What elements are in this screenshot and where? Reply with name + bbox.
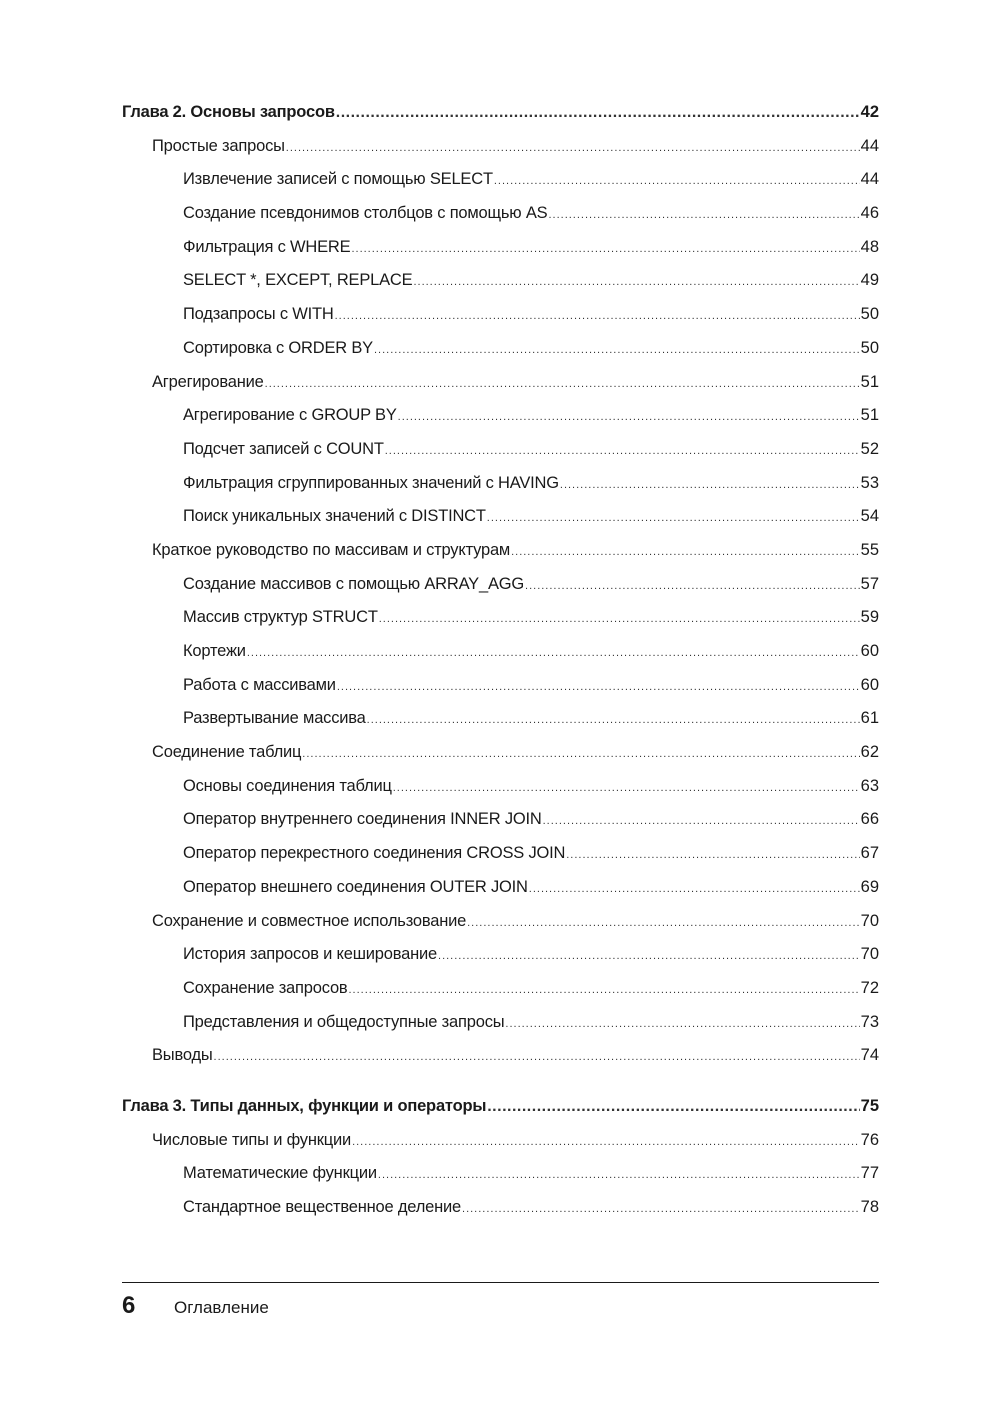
dot-leader [525,570,860,604]
toc-entry-page: 50 [860,338,879,357]
toc-entry-title: Агрегирование [152,372,264,391]
toc-entry-title: Выводы [152,1046,213,1065]
dot-leader [529,873,860,907]
toc-subsection-entry[interactable] [122,433,879,467]
chapter-spacer [122,1073,879,1090]
toc-entry-page: 78 [860,1198,879,1216]
toc-entry-page: 50 [860,305,879,324]
dot-leader [548,199,859,233]
toc-section-entry[interactable] [122,905,879,939]
toc-entry-title: Простые запросы [152,136,285,155]
toc-subsection-entry[interactable] [122,770,879,804]
toc-entry-title: Фильтрация сгруппированных значений с HAVING [183,473,559,492]
toc-entry-page: 63 [860,776,879,795]
toc-entry-title: Подзапросы с WITH [183,305,334,324]
toc-entry-page: 44 [860,136,879,155]
toc-entry-page: 73 [860,1012,879,1031]
toc-entry-page: 60 [860,675,879,694]
toc-entry-title: Оператор перекрестного соединения CROSS JOIN [183,844,566,863]
toc-entry-page: 77 [860,1164,879,1183]
toc-subsection-entry[interactable] [122,298,879,332]
toc-entry-title: Математические функции [183,1164,377,1183]
toc-subsection-entry[interactable] [122,1006,879,1040]
toc-entry-page: 54 [860,507,879,526]
toc-entry-title: Сохранение и совместное использование [152,911,467,930]
dot-leader [511,536,860,570]
toc-entry-page: 62 [860,743,879,762]
dot-leader [467,907,860,941]
toc-entry-title: Поиск уникальных значений с DISTINCT [183,507,486,526]
toc-section-entry[interactable] [122,130,879,164]
dot-leader [378,1159,860,1193]
toc-subsection-entry[interactable] [122,264,879,298]
dot-leader [286,132,860,166]
toc-subsection-entry[interactable] [122,837,879,871]
toc-chapter-3-entries [122,1124,879,1225]
dot-leader [487,1090,859,1124]
toc-subsection-entry[interactable] [122,1157,879,1191]
dot-leader [349,974,860,1008]
dot-leader [351,233,859,267]
toc-entry-title: Сортировка с ORDER BY [183,338,373,357]
dot-leader [566,839,859,873]
toc-entry-title: Развертывание массива [183,709,366,728]
dot-leader [336,96,860,130]
dot-leader [398,401,860,435]
toc-entry-page: 42 [860,103,879,121]
toc-entry-page: 75 [860,1096,879,1115]
dot-leader [413,266,859,300]
toc-entry-title: Глава 3. Типы данных, функции и операторы [122,1096,487,1115]
toc-entry-title: Сохранение запросов [183,978,348,997]
toc-section-entry[interactable] [122,736,879,770]
toc-entry-title: История запросов и кеширование [183,945,438,964]
dot-leader [337,671,860,705]
toc-entry-title: Краткое руководство по массивам и структурам [152,540,511,559]
dot-leader [374,334,860,368]
dot-leader [385,435,860,469]
dot-leader [247,637,860,671]
toc-entry-page: 57 [860,574,879,593]
toc-chapter-heading[interactable] [122,96,879,130]
toc-entry-title: SELECT *, EXCEPT, REPLACE [183,271,413,290]
toc-entry-title: Глава 2. Основы запросов [122,103,335,121]
dot-leader [393,772,860,806]
toc-section-entry[interactable] [122,366,879,400]
toc-entry-title: Оператор внешнего соединения OUTER JOIN [183,877,528,896]
toc-entry-page: 69 [860,877,879,896]
toc-entry-page: 53 [860,473,879,492]
toc-subsection-entry[interactable] [122,803,879,837]
dot-leader [438,940,860,974]
toc-entry-title: Фильтрация с WHERE [183,237,351,256]
toc-entry-title: Оператор внутреннего соединения INNER JOIN [183,810,542,829]
toc-entry-title: Основы соединения таблиц [183,776,392,795]
toc-subsection-entry[interactable] [122,669,879,703]
dot-leader [462,1193,860,1227]
toc-subsection-entry[interactable] [122,601,879,635]
toc-subsection-entry[interactable] [122,500,879,534]
toc-entry-title: Кортежи [183,642,246,660]
dot-leader [487,502,860,536]
toc-entry-page: 44 [860,170,879,189]
toc-entry-title: Создание псевдонимов столбцов с помощью AS [183,204,548,223]
page-number: 6 [122,1292,136,1319]
dot-leader [505,1008,859,1042]
toc-entry-title: Соединение таблиц [152,743,302,762]
dot-leader [560,469,860,503]
running-title: Оглавление [174,1298,269,1317]
toc-subsection-entry[interactable] [122,1191,879,1225]
toc-subsection-entry[interactable] [122,467,879,501]
toc-subsection-entry[interactable] [122,231,879,265]
toc-subsection-entry[interactable] [122,568,879,602]
toc-entry-page: 51 [860,372,879,391]
toc-entry-page: 70 [860,945,879,964]
toc-section-entry[interactable] [122,1124,879,1158]
toc-subsection-entry[interactable] [122,972,879,1006]
toc-entry-page: 51 [860,406,879,425]
toc-entry-page: 74 [860,1046,879,1065]
toc-entry-page: 67 [860,844,879,863]
toc-entry-page: 60 [860,642,879,660]
table-of-contents [122,96,879,1225]
toc-entry-page: 59 [860,608,879,627]
dot-leader [543,805,860,839]
toc-subsection-entry[interactable] [122,399,879,433]
toc-subsection-entry[interactable] [122,332,879,366]
dot-leader [335,300,860,334]
toc-subsection-entry[interactable] [122,702,879,736]
toc-entry-title: Стандартное вещественное деление [183,1198,462,1216]
toc-entry-page: 70 [860,911,879,930]
toc-entry-title: Создание массивов с помощью ARRAY_AGG [183,574,525,593]
toc-entry-page: 49 [860,271,879,290]
footer-divider [122,1282,879,1283]
toc-entry-title: Представления и общедоступные запросы [183,1012,505,1031]
toc-entry-title: Массив структур STRUCT [183,608,378,627]
page-footer [122,1292,269,1320]
toc-entry-page: 48 [860,237,879,256]
toc-entry-title: Извлечение записей с помощью SELECT [183,170,493,189]
toc-entry-page: 46 [860,204,879,223]
toc-entry-title: Подсчет записей с COUNT [183,439,384,458]
toc-entry-title: Работа с массивами [183,675,336,694]
toc-entry-page: 66 [860,810,879,829]
toc-subsection-entry[interactable] [122,635,879,669]
toc-entry-page: 52 [860,439,879,458]
dot-leader [367,704,860,738]
dot-leader [302,738,859,772]
toc-subsection-entry[interactable] [122,197,879,231]
toc-subsection-entry[interactable] [122,871,879,905]
toc-entry-title: Агрегирование с GROUP BY [183,406,397,425]
toc-subsection-entry[interactable] [122,163,879,197]
dot-leader [265,368,860,402]
toc-section-entry[interactable] [122,1039,879,1073]
dot-leader [379,603,860,637]
toc-entry-page: 55 [860,540,879,559]
toc-entry-title: Числовые типы и функции [152,1130,352,1149]
dot-leader [352,1126,860,1160]
toc-chapter-2-entries [122,130,879,1073]
dot-leader [214,1041,860,1075]
toc-chapter-heading[interactable] [122,1090,879,1124]
toc-subsection-entry[interactable] [122,938,879,972]
toc-entry-page: 61 [860,709,879,728]
dot-leader [494,165,860,199]
toc-entry-page: 72 [860,978,879,997]
toc-entry-page: 76 [860,1130,879,1149]
toc-section-entry[interactable] [122,534,879,568]
